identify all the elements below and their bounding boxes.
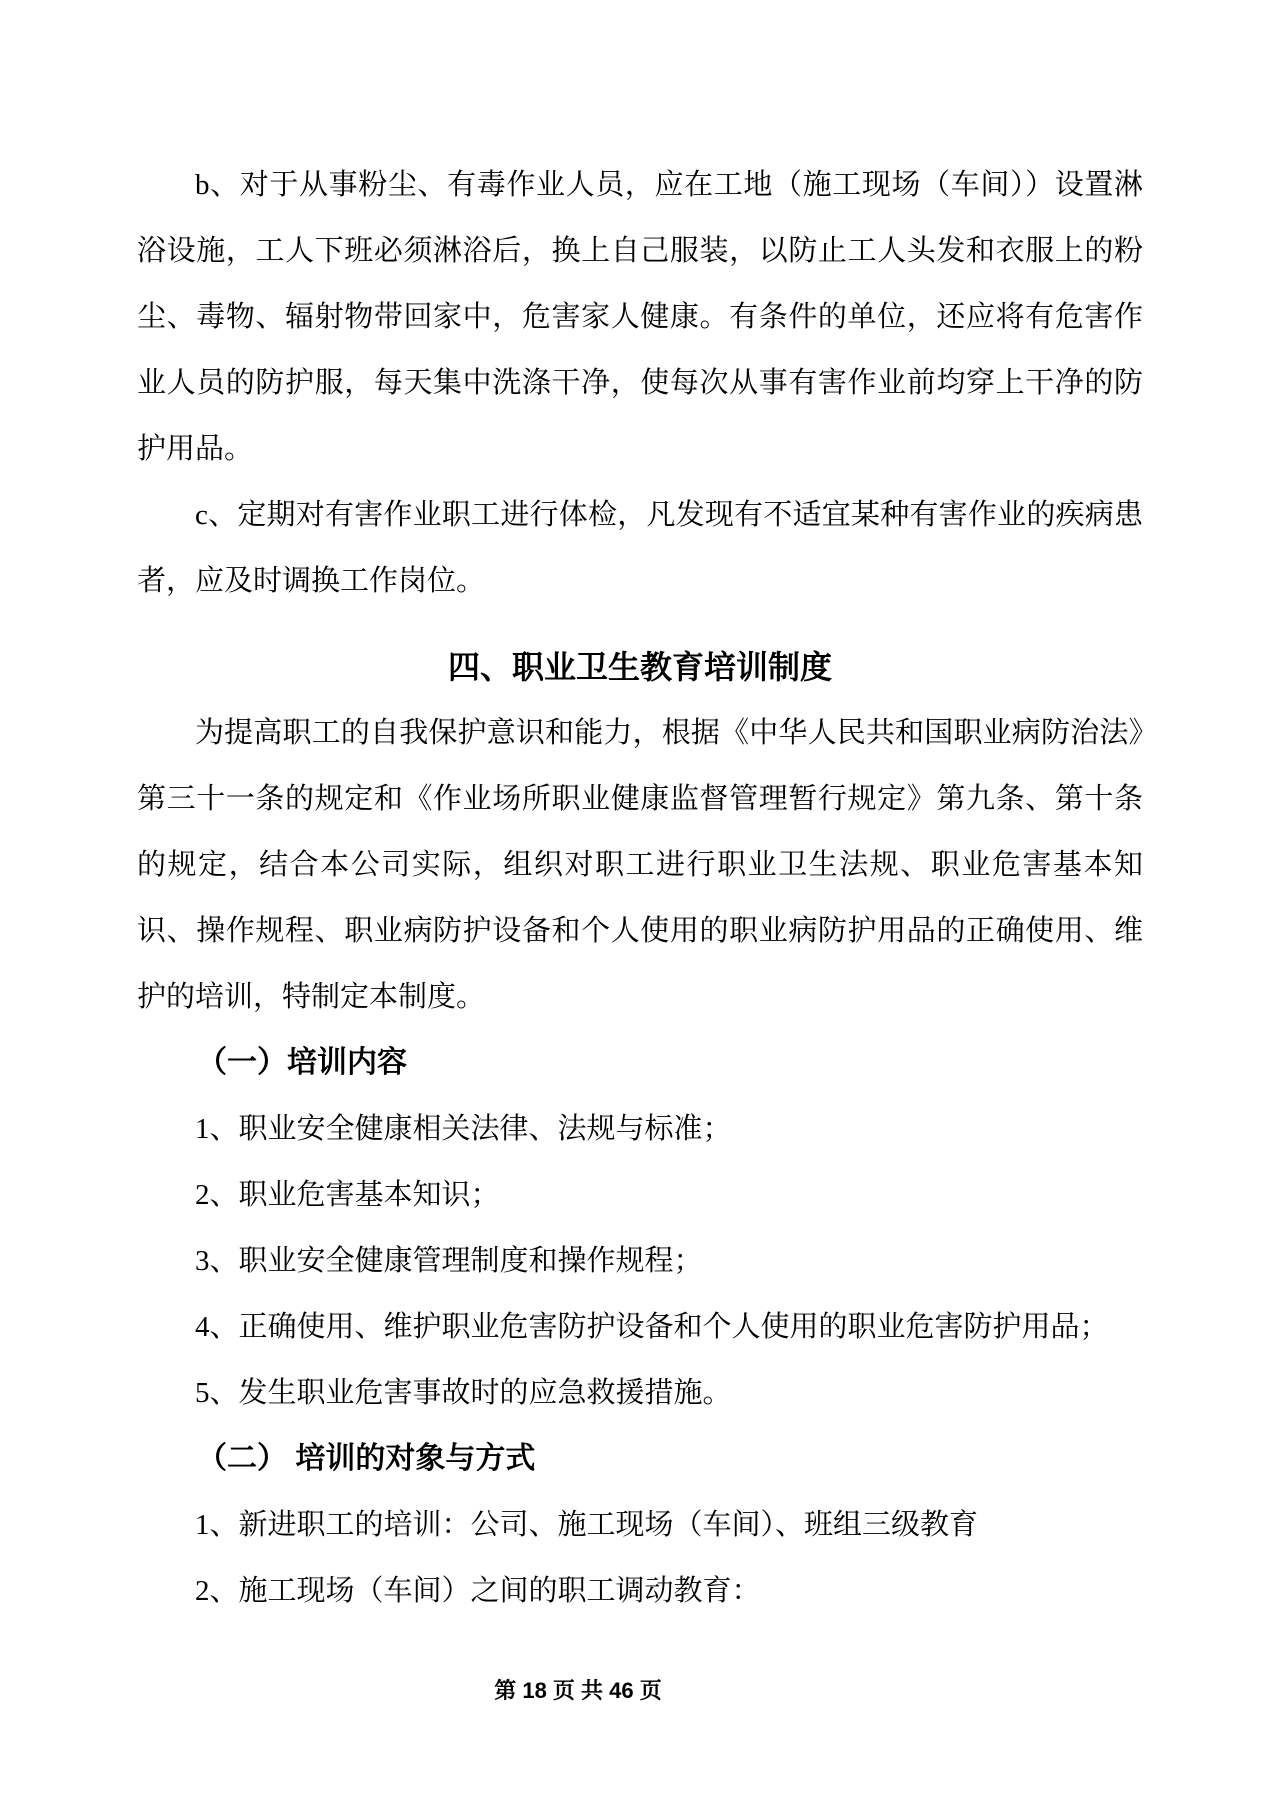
list-item: 3、职业安全健康管理制度和操作规程； xyxy=(195,1245,703,1277)
paragraph: b、对于从事粉尘、有毒作业人员，应在工地（施工现场（车间））设置淋浴设施，工人下班必须淋浴后，换上自己服装，以防止工人头发和衣服上的粉尘、毒物、辐射物带回家中，危害家人健康。有条件的单位，还应将有危害作业人员的防护服，每天集中洗涤干净，使每次从事有害作业前均穿上干净的防护用品。 xyxy=(137,169,1143,465)
paragraph: 为提高职工的自我保护意识和能力，根据《中华人民共和国职业病防治法》第三十一条的规定和《作业场所职业健康监督管理暂行规定》第九条、第十条的规定，结合本公司实际，组织对职工进行职业卫生法规、职业危害基本知识、操作规程、职业病防护设备和个人使用的职业病防护用品的正确使用、维护的培训，特制定本制度。 xyxy=(137,717,1143,1013)
list-item: 5、发生职业危害事故时的应急救援措施。 xyxy=(195,1377,732,1409)
list-item: 1、新进职工的培训：公司、施工现场（车间）、班组三级教育 xyxy=(195,1509,979,1541)
subheading: （一）培训内容 xyxy=(197,1046,407,1079)
heading: 四、职业卫生教育培训制度 xyxy=(447,649,832,685)
document-body xyxy=(137,152,1143,1624)
list-item: 1、职业安全健康相关法律、法规与标准； xyxy=(195,1113,732,1145)
list-item: 2、职业危害基本知识； xyxy=(195,1179,500,1211)
list-item: 2、施工现场（车间）之间的职工调动教育： xyxy=(195,1575,761,1607)
page-footer xyxy=(0,1676,1218,1706)
list-item: 4、正确使用、维护职业危害防护设备和个人使用的职业危害防护用品； xyxy=(195,1311,1109,1343)
subheading: （二） 培训的对象与方式 xyxy=(197,1442,536,1475)
paragraph: c、定期对有害作业职工进行体检，凡发现有不适宜某种有害作业的疾病患者，应及时调换工作岗位。 xyxy=(137,499,1143,597)
page-number-label: 第 18 页 共 46 页 xyxy=(494,1678,662,1703)
